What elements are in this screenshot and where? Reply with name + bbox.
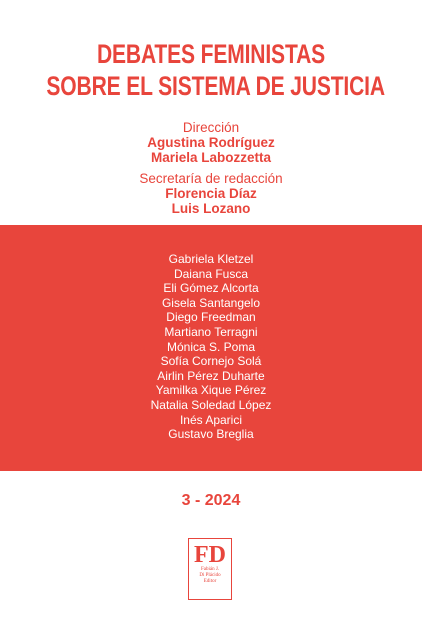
author-name: Eli Gómez Alcorta [163, 281, 259, 296]
author-name: Airlin Pérez Duharte [157, 368, 265, 383]
author-name: Inés Aparici [179, 412, 243, 427]
editorial-secretary-block [0, 171, 422, 216]
direction-block [0, 120, 422, 165]
author-name: Gustavo Breglia [168, 427, 254, 442]
secretary-role: Secretaría de redacción [139, 171, 283, 186]
authors-list [0, 252, 422, 442]
author-name: Natalia Soledad López [150, 397, 272, 412]
publisher-monogram: FD [194, 542, 226, 568]
author-name: Martiano Terragni [164, 324, 258, 339]
publisher-logo [188, 538, 232, 600]
author-name: Gisela Santangelo [161, 295, 261, 310]
direction-role: Dirección [182, 120, 240, 135]
title-line-1: DEBATES FEMINISTAS [96, 39, 326, 69]
author-name: Yamilka Xique Pérez [155, 383, 267, 398]
secretary-name: Florencia Díaz [165, 186, 257, 201]
author-name: Daiana Fusca [173, 266, 249, 281]
publisher-name-line: Editor [203, 579, 217, 584]
author-name: Sofía Cornejo Solá [160, 354, 262, 369]
author-name: Mónica S. Poma [166, 339, 256, 354]
title-line-2: SOBRE EL SISTEMA DE JUSTICIA [46, 71, 385, 101]
director-name: Agustina Rodríguez [147, 135, 275, 150]
secretary-name: Luis Lozano [171, 201, 251, 216]
author-name: Diego Freedman [166, 310, 256, 325]
author-name: Gabriela Kletzel [168, 252, 254, 266]
publisher-name-line: Fabián J. [200, 567, 220, 572]
director-name: Mariela Labozzetta [150, 150, 272, 165]
book-title [46, 38, 385, 102]
issue-number: 3 - 2024 [181, 492, 241, 509]
publisher-name-line: Di Plácido [199, 573, 221, 578]
